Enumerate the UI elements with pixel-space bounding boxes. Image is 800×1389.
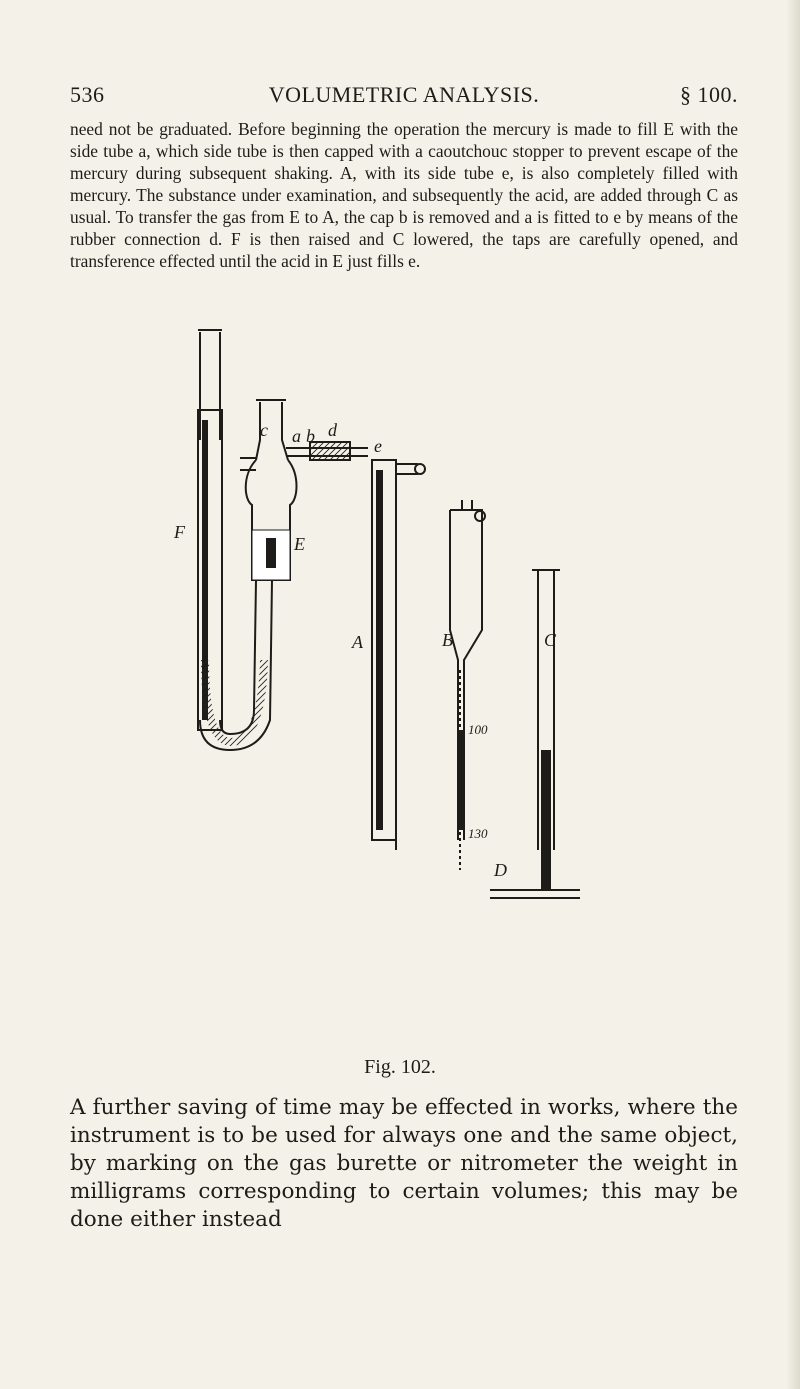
rubber-tube-F-E: [200, 580, 272, 750]
page-edge-shadow: [786, 0, 800, 1389]
figure-caption: Fig. 102.: [364, 1056, 436, 1078]
apparatus-figure: [160, 330, 680, 880]
label-d: d: [328, 420, 337, 440]
section-number: § 100.: [680, 82, 738, 107]
tube-C: [532, 570, 560, 890]
tube-B: [450, 500, 485, 870]
label-a: a: [292, 426, 301, 446]
label-e: e: [374, 436, 382, 456]
label-B: B: [442, 630, 453, 650]
label-c: c: [260, 420, 268, 440]
mark-130: 130: [468, 826, 488, 841]
intro-paragraph: need not be graduated. Before beginning the operation the mercury is made to fill E with the side tube a, which side tube is then capped with a caoutchouc stopper to prevent escape of the mercury during subsequent shaking. A, with its side tube e, is also completely filled with mercury. The substance under examination, and subsequently the acid, are added through C as usual. To transfer the gas from E to A, the cap b is removed and a is fitted to e by means of the rubber connection d. F is then raised and C lowered, the taps are carefully opened, and transference effected until the acid in E just fills e.: [70, 119, 738, 271]
running-title: VOLUMETRIC ANALYSIS.: [268, 82, 540, 107]
page-number: 536: [70, 82, 105, 107]
label-D: D: [494, 860, 507, 880]
label-F: F: [174, 522, 185, 542]
label-C: C: [544, 630, 557, 650]
tube-A: [372, 460, 425, 840]
mark-100: 100: [468, 722, 488, 737]
outro-paragraph: A further saving of time may be effected in works, where the instrument is to be used for always one and the same object, by marking on the gas burette or nitrometer the weight in milligrams corresponding to certain volumes; this may be done either instead: [70, 1095, 738, 1232]
label-A: A: [352, 632, 363, 652]
label-b: b: [306, 426, 315, 446]
label-E: E: [294, 534, 305, 554]
running-header: [70, 82, 738, 112]
connector-D: [396, 840, 580, 898]
